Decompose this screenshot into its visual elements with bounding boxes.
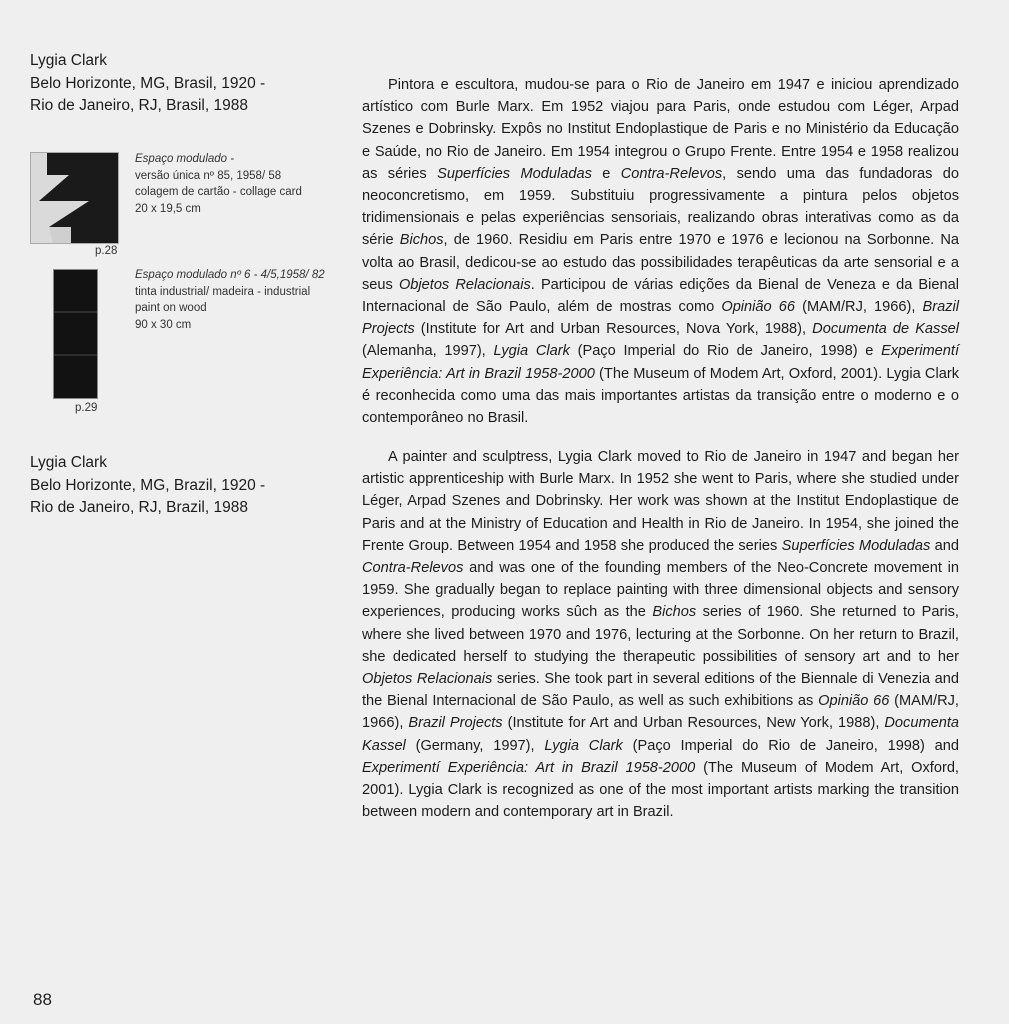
pt-artist-name: Lygia Clark bbox=[30, 52, 107, 69]
en-death-line: Rio de Janeiro, RJ, Brazil, 1988 bbox=[30, 499, 248, 516]
pt-biography bbox=[362, 74, 959, 429]
term-brazil-projects: Brazil Projects bbox=[362, 299, 959, 338]
term-contra-relevos: Contra-Relevos bbox=[620, 165, 723, 182]
artwork-2-medium: tinta industrial/ madeira - industrial bbox=[135, 285, 311, 298]
term-opiniao-66: Opinião 66 bbox=[721, 299, 795, 316]
en-biography-paragraph: A painter and sculptress, Lygia Clark moved to Rio de Janeiro in 1947 and began her artistic apprenticeship with Burle Marx. In 1952 she went to Paris, where she studied under Léger, Arpad Szenes and Dobrinsky. Her work was shown at the Institut Endoplastique de Paris and at the Ministry of Education and Health in Rio de Janeiro. In 1954, she joined the Frente Group. Between 1954 and 1958 she produced the series Superfícies Moduladas and Contra-Relevos and was one of the founding members of the Neo-Concrete movement in 1959. She gradually began to replace painting with three dimensional objects and sensory experiences, producing works sûch as the Bichos series of 1960. She returned to Paris, where she lived between 1970 and 1976, lecturing at the Sorbonne. On her return to Brazil, she dedicated herself to studying the therapeutic possibilities of sensory art and to her Objetos Relacionais series. She took part in several editions of the Biennale di Venezia and the Bienal Internacional de São Paulo, as well as such exhibitions as Opinião 66 (MAM/RJ, 1966), Brazil Projects (Institute for Art and Urban Resources, New York, 1988), Documenta Kassel (Germany, 1997), Lygia Clark (Paço Imperial do Rio de Janeiro, 1998) and Experimentí Experiência: Art in Brazil 1958-2000 (The Museum of Modem Art, Oxford, 2001). Lygia Clark is recognized as one of the most important artists marking the transition between modern and contemporary art in Brazil. bbox=[362, 449, 960, 821]
artwork-1-edition: versão única nº 85, 1958/ 58 bbox=[135, 169, 282, 182]
artwork-thumbnail-espaco-modulado-85 bbox=[30, 152, 119, 244]
artwork-thumbnail-espaco-modulado-6 bbox=[53, 269, 98, 399]
term-bichos-en: Bichos bbox=[652, 604, 697, 621]
term-lygia-clark: Lygia Clark bbox=[493, 343, 570, 360]
term-bichos: Bichos bbox=[399, 232, 444, 249]
artwork-1-title: Espaço modulado - bbox=[135, 153, 235, 165]
term-experimenti-en: Experimentí Experiência: Art in Brazil 1958-2000 bbox=[362, 759, 696, 776]
term-superficies-moduladas: Superfícies Moduladas bbox=[437, 165, 592, 182]
pt-birth-line: Belo Horizonte, MG, Brasil, 1920 - bbox=[30, 74, 266, 92]
page-ref-p29: p.29 bbox=[75, 402, 98, 414]
artwork-2-medium-en: paint on wood bbox=[135, 302, 207, 314]
pt-death-line: Rio de Janeiro, RJ, Brasil, 1988 bbox=[30, 97, 248, 114]
term-lygia-clark-en: Lygia Clark bbox=[544, 737, 623, 754]
term-opiniao-66-en: Opinião 66 bbox=[818, 693, 890, 710]
artwork-1-medium: colagem de cartão - collage card bbox=[135, 186, 302, 198]
pt-biography-paragraph: Pintora e escultora, mudou-se para o Rio de Janeiro em 1947 e iniciou aprendizado artístico com Burle Marx. Em 1952 viajou para Paris, onde estudou com Léger, Arpad Szenes e Dobrinsky. Expôs no Institut Endoplastique de Paris e no Ministério da Educação e Saúde, no Rio de Janeiro. Em 1954 integrou o Grupo Frente. Entre 1954 e 1958 realizou as séries Superfícies Moduladas e Contra-Relevos, sendo uma das fundadoras do neoconcretismo, em 1959. Substituiu progressivamente a pintura pelos objetos tridimensionais e pelas experiências sensoriais, realizando obras interativas como as da série Bichos, de 1960. Residiu em Paris entre 1970 e 1976 e lecionou na Sorbonne. Na volta ao Brasil, dedicou-se ao estudo das possibilidades terapêuticas da arte sensorial e a seus Objetos Relacionais. Participou de várias edições da Bienal de Veneza e da Bienal Internacional de São Paulo, além de mostras como Opinião 66 (MAM/RJ, 1966), Brazil Projects (Institute for Art and Urban Resources, Nova York, 1988), Documenta de Kassel (Alemanha, 1997), Lygia Clark (Paço Imperial do Rio de Janeiro, 1998) e Experimentí Experiência: Art in Brazil 1958-2000 (The Museum of Modem Art, Oxford, 2001). Lygia Clark é reconhecida como uma das mais importantes artistas da transição entre o moderno e o contemporâneo no Brasil. bbox=[362, 77, 960, 427]
artwork-caption-2 bbox=[135, 267, 355, 333]
term-superficies-moduladas-en: Superfícies Moduladas bbox=[781, 537, 931, 554]
term-brazil-projects-en: Brazil Projects bbox=[408, 715, 503, 732]
en-biography bbox=[362, 446, 959, 823]
term-documenta-en: Documenta Kassel bbox=[362, 715, 960, 754]
page-number: 88 bbox=[33, 990, 52, 1009]
pt-artist-heading bbox=[30, 50, 265, 118]
artwork-caption-1 bbox=[135, 151, 345, 217]
artwork-1-dimensions: 20 x 19,5 cm bbox=[135, 202, 201, 215]
artwork-2-title: Espaço modulado nº 6 - 4/5,1958/ 82 bbox=[135, 269, 325, 281]
artwork-2-dimensions: 90 x 30 cm bbox=[135, 318, 192, 331]
term-contra-relevos-en: Contra-Relevos bbox=[362, 560, 464, 577]
term-objetos-relacionais-en: Objetos Relacionais bbox=[362, 671, 493, 688]
term-documenta: Documenta de Kassel bbox=[812, 321, 959, 338]
en-artist-name: Lygia Clark bbox=[30, 454, 107, 471]
en-birth-line: Belo Horizonte, MG, Brazil, 1920 - bbox=[30, 476, 266, 494]
term-objetos-relacionais: Objetos Relacionais bbox=[398, 276, 531, 293]
en-artist-heading bbox=[30, 452, 265, 520]
term-experimenti: Experimentí Experiência: Art in Brazil 1958-2000 bbox=[362, 343, 960, 382]
page-ref-p28: p.28 bbox=[95, 245, 118, 257]
